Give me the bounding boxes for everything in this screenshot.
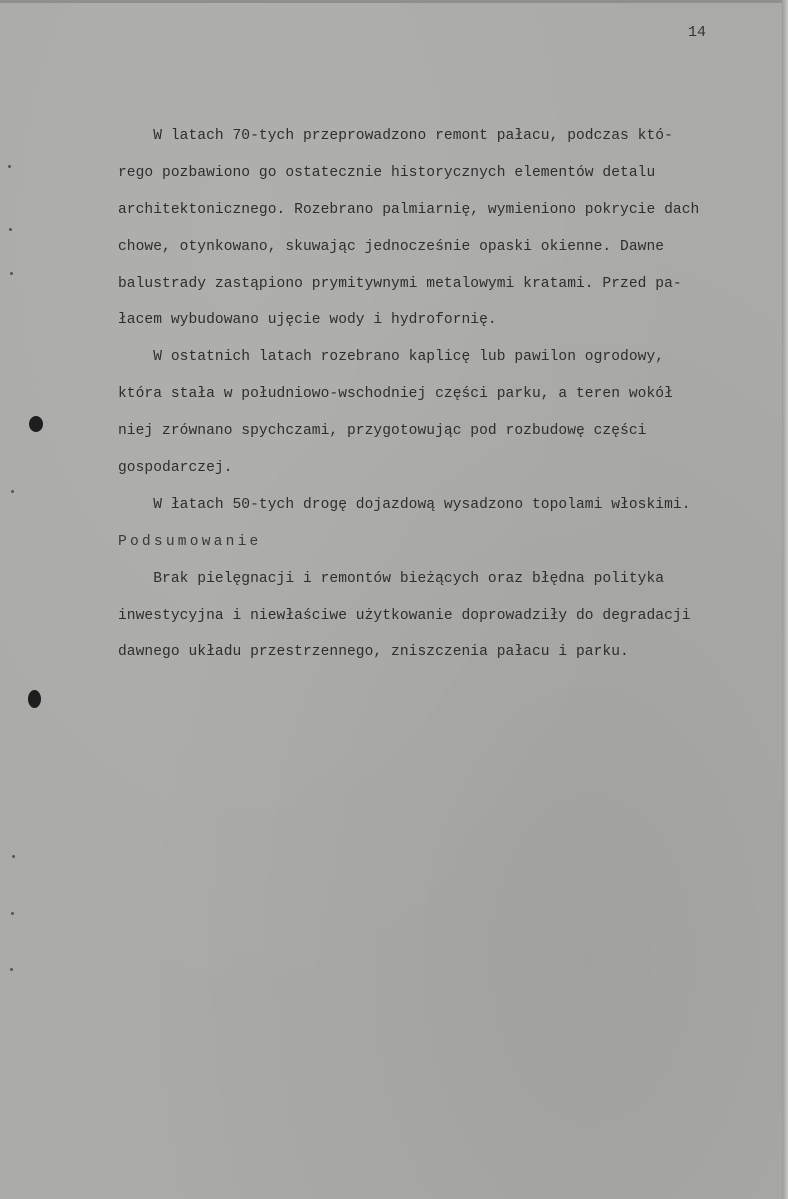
text-line: W latach 70-tych przeprowadzono remont pałacu, podczas któ-: [118, 128, 673, 144]
text-line: rego pozbawiono go ostatecznie historycznych elementów detalu: [118, 164, 656, 181]
text-line: dawnego układu przestrzennego, zniszczenia pałacu i parku.: [118, 644, 629, 661]
text-line: W ostatnich latach rozebrano kaplicę lub pawilon ogrodowy,: [118, 349, 665, 366]
margin-speck: [10, 968, 13, 971]
margin-speck: [11, 490, 14, 493]
punch-hole: [28, 690, 41, 708]
text-line: architektonicznego. Rozebrano palmiarnię, wymieniono pokrycie dach: [118, 201, 700, 218]
text-line: niej zrównano spychczami, przygotowując pod rozbudowę części: [118, 423, 647, 440]
margin-speck: [9, 228, 12, 231]
page-top-edge: [0, 0, 788, 3]
margin-speck: [11, 912, 14, 915]
margin-speck: [10, 272, 13, 275]
text-line: gospodarczej.: [118, 460, 233, 477]
text-line: W łatach 50-tych drogę dojazdową wysadzono topolami włoskimi.: [118, 496, 691, 513]
text-line: chowe, otynkowano, skuwając jednocześnie opaski okienne. Dawne: [118, 238, 665, 255]
margin-speck: [12, 855, 15, 858]
text-line: łacem wybudowano ujęcie wody i hydrofornię.: [118, 312, 497, 329]
section-heading: Podsumowanie: [118, 533, 262, 550]
text-line: Brak pielęgnacji i remontów bieżących oraz błędna polityka: [118, 570, 665, 587]
text-line: balustrady zastąpiono prymitywnymi metalowymi kratami. Przed pa-: [118, 275, 682, 292]
text-line: która stała w południowo-wschodniej części parku, a teren wokół: [118, 386, 673, 403]
page-number: 14: [688, 24, 707, 41]
margin-speck: [8, 165, 11, 168]
text-line: inwestycyjna i niewłaściwe użytkowanie doprowadziły do degradacji: [118, 607, 691, 624]
punch-hole: [29, 416, 43, 432]
document-body: [118, 118, 786, 671]
